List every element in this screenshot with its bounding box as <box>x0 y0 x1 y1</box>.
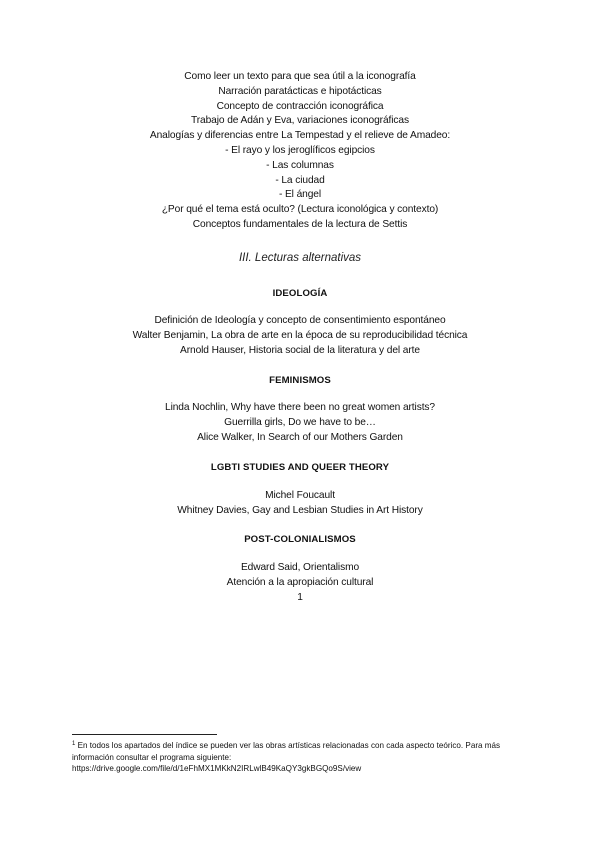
heading-ideologia: IDEOLOGÍA <box>272 288 328 299</box>
topic-line: Como leer un texto para que sea útil a la iconografía <box>184 71 416 82</box>
footnote-text: En todos los apartados del índice se pueden ver las obras artísticas relacionadas con cada aspecto teórico. Para más información consultar el programa siguiente: <box>72 741 501 762</box>
list-item: Walter Benjamin, La obra de arte en la época de su reproducibilidad técnica <box>132 329 468 341</box>
topic-line: - Las columnas <box>266 159 334 171</box>
list-item: Atención a la apropiación cultural <box>226 576 374 588</box>
footnote-marker: 1 <box>72 741 76 747</box>
list-item: Guerrilla girls, Do we have to be… <box>224 416 376 428</box>
topic-line: Trabajo de Adán y Eva, variaciones iconográficas <box>191 115 409 127</box>
feminismos-list <box>0 401 600 445</box>
topic-line: - El ángel <box>278 189 322 201</box>
lgbti-list <box>0 489 600 519</box>
section-title: III. Lecturas alternativas <box>238 252 362 264</box>
heading-lgbti: LGBTI STUDIES AND QUEER THEORY <box>210 462 390 473</box>
list-item: Whitney Davies, Gay and Lesbian Studies in Art History <box>177 504 423 516</box>
list-item: 1 <box>297 591 303 603</box>
list-item: Linda Nochlin, Why have there been no great women artists? <box>165 402 435 413</box>
topic-line: - El rayo y los jeroglíficos egipcios <box>225 144 375 156</box>
topic-line: Conceptos fundamentales de la lectura de Settis <box>192 218 408 230</box>
postcolonialismos-list <box>0 561 600 605</box>
footnote <box>72 740 542 775</box>
topic-line: ¿Por qué el tema está oculto? (Lectura iconológica y contexto) <box>161 204 439 216</box>
topic-line: Narración paratácticas e hipotácticas <box>218 85 382 97</box>
heading-feminismos: FEMINISMOS <box>269 375 331 386</box>
heading-postcolonialismos: POST-COLONIALISMOS <box>244 534 356 545</box>
topic-line: Analogías y diferencias entre La Tempestad y el relieve de Amadeo: <box>149 130 451 142</box>
list-item: Michel Foucault <box>265 490 335 501</box>
ideologia-list <box>0 314 600 358</box>
footnote-link[interactable]: https://drive.google.com/file/d/1eFhMX1MKkN2IRLwlB49KaQY3gkBGQo9S/view <box>72 764 362 773</box>
list-item: Alice Walker, In Search of our Mothers Garden <box>197 431 403 443</box>
list-item: Definición de Ideología y concepto de consentimiento espontáneo <box>154 315 446 326</box>
footnote-divider <box>72 734 217 735</box>
list-item: Edward Said, Orientalismo <box>240 562 360 573</box>
topic-line: Concepto de contracción iconográfica <box>216 100 384 112</box>
topic-list <box>0 70 600 233</box>
list-item: Arnold Hauser, Historia social de la literatura y del arte <box>180 344 420 356</box>
topic-line: - La ciudad <box>275 174 325 186</box>
